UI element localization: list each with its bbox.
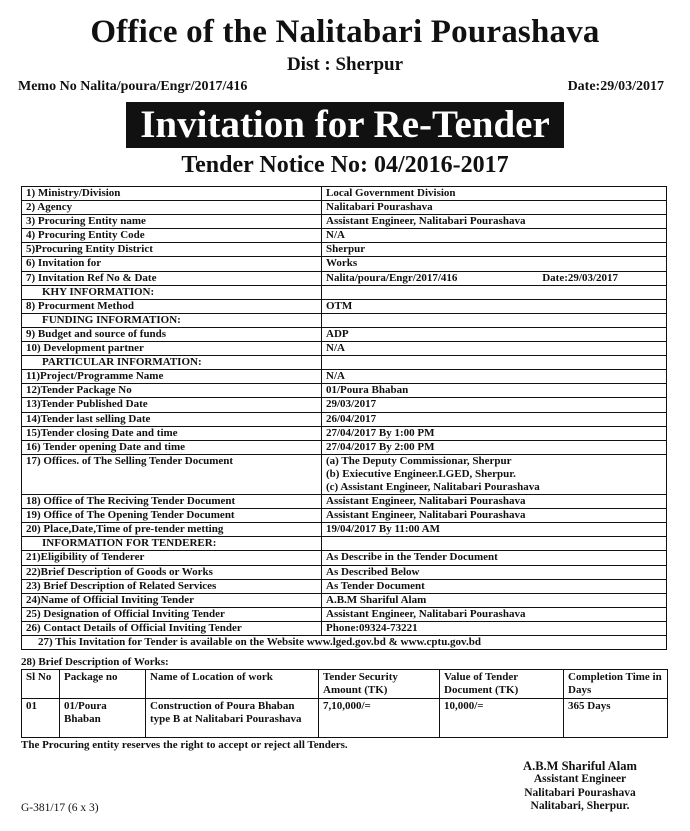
info-key: 3) Procuring Entity name xyxy=(22,215,322,229)
signature-block xyxy=(480,760,680,814)
info-row xyxy=(22,565,667,579)
info-key: 15)Tender closing Date and time xyxy=(22,426,322,440)
info-row xyxy=(22,215,667,229)
info-value: Assistant Engineer, Nalitabari Pourashava xyxy=(322,509,667,523)
info-row xyxy=(22,426,667,440)
info-key: 4) Procuring Entity Code xyxy=(22,229,322,243)
info-row xyxy=(22,523,667,537)
cell-completion: 365 Days xyxy=(564,699,668,738)
info-value: N/A xyxy=(322,370,667,384)
info-row xyxy=(22,621,667,635)
cell-location: Construction of Poura Bhaban type B at Nalitabari Pourashava xyxy=(146,699,319,738)
website-info: 27) This Invitation for Tender is available on the Website www.lged.gov.bd & www.cptu.gov.bd xyxy=(22,636,667,650)
website-row xyxy=(22,636,667,650)
info-value: 19/04/2017 By 11:00 AM xyxy=(322,523,667,537)
info-row xyxy=(22,243,667,257)
info-value: N/A xyxy=(322,342,667,356)
info-value xyxy=(322,271,667,285)
works-header-row xyxy=(22,670,668,699)
col-header-package: Package no xyxy=(60,670,146,699)
info-value: As Tender Document xyxy=(322,579,667,593)
info-key: 10) Development partner xyxy=(22,342,322,356)
info-key: 1) Ministry/Division xyxy=(22,187,322,201)
selling-office-a: (a) The Deputy Commissionar, Sherpur xyxy=(326,454,512,467)
info-value: 26/04/2017 xyxy=(322,412,667,426)
info-key: 13)Tender Published Date xyxy=(22,398,322,412)
info-key: 18) Office of The Reciving Tender Document xyxy=(22,495,322,509)
info-key: 24)Name of Official Inviting Tender xyxy=(22,593,322,607)
signatory-designation: Assistant Engineer xyxy=(533,773,627,786)
info-row xyxy=(22,257,667,271)
section-row xyxy=(22,537,667,551)
tender-info-table xyxy=(21,186,667,650)
info-row xyxy=(22,229,667,243)
info-value: As Describe in the Tender Document xyxy=(322,551,667,565)
info-row xyxy=(22,187,667,201)
info-value: 01/Poura Bhaban xyxy=(322,384,667,398)
info-key: 7) Invitation Ref No & Date xyxy=(22,271,322,285)
selling-office-c: (c) Assistant Engineer, Nalitabari Pourashava xyxy=(326,480,540,493)
info-row xyxy=(22,551,667,565)
info-row xyxy=(22,271,667,285)
signatory-place: Nalitabari, Sherpur. xyxy=(530,800,630,813)
cell-sl: 01 xyxy=(22,699,60,738)
memo-number: Memo No Nalita/poura/Engr/2017/416 xyxy=(18,79,248,94)
info-value: 29/03/2017 xyxy=(322,398,667,412)
info-row xyxy=(22,327,667,341)
info-value: 27/04/2017 By 2:00 PM xyxy=(322,440,667,454)
info-key: 14)Tender last selling Date xyxy=(22,412,322,426)
memo-date: Date:29/03/2017 xyxy=(567,79,664,94)
ad-code: G-381/17 (6 x 3) xyxy=(21,802,99,814)
info-value: Sherpur xyxy=(322,243,667,257)
info-key: 25) Designation of Official Inviting Tender xyxy=(22,607,322,621)
info-row xyxy=(22,342,667,356)
table-row xyxy=(22,699,668,738)
info-value: As Described Below xyxy=(322,565,667,579)
info-row xyxy=(22,607,667,621)
info-key: 17) Offices. of The Selling Tender Document xyxy=(22,454,322,494)
office-title: Office of the Nalitabari Pourashava xyxy=(90,14,600,50)
info-value: Assistant Engineer, Nalitabari Pourashava xyxy=(322,607,667,621)
cell-package: 01/Poura Bhaban xyxy=(60,699,146,738)
info-key: 21)Eligibility of Tenderer xyxy=(22,551,322,565)
section-heading: PARTICULAR INFORMATION: xyxy=(22,356,322,370)
ref-number: Nalita/poura/Engr/2017/416 xyxy=(326,271,458,284)
info-row xyxy=(22,201,667,215)
info-value: Assistant Engineer, Nalitabari Pourashava xyxy=(322,495,667,509)
district-line: Dist : Sherpur xyxy=(286,54,404,75)
info-key: 9) Budget and source of funds xyxy=(22,327,322,341)
info-value: 27/04/2017 By 1:00 PM xyxy=(322,426,667,440)
info-key: 6) Invitation for xyxy=(22,257,322,271)
selling-office-b: (b) Exiecutive Engineer.LGED, Sherpur. xyxy=(326,467,516,480)
info-key: 12)Tender Package No xyxy=(22,384,322,398)
info-row xyxy=(22,384,667,398)
section-heading: KHY INFORMATION: xyxy=(22,285,322,299)
info-row xyxy=(22,579,667,593)
info-row xyxy=(22,454,667,494)
section-heading: FUNDING INFORMATION: xyxy=(22,313,322,327)
info-value: N/A xyxy=(322,229,667,243)
ref-date: Date:29/03/2017 xyxy=(542,271,618,284)
info-row xyxy=(22,398,667,412)
info-value: ADP xyxy=(322,327,667,341)
info-value: OTM xyxy=(322,299,667,313)
info-key: 2) Agency xyxy=(22,201,322,215)
info-key: 8) Procurment Method xyxy=(22,299,322,313)
cell-security: 7,10,000/= xyxy=(319,699,440,738)
section-row xyxy=(22,356,667,370)
invitation-banner xyxy=(0,102,690,148)
signatory-name: A.B.M Shariful Alam xyxy=(523,759,637,773)
disclaimer: The Procuring entity reserves the right to accept or reject all Tenders. xyxy=(21,739,348,751)
col-header-completion: Completion Time in Days xyxy=(564,670,668,699)
col-header-location: Name of Location of work xyxy=(146,670,319,699)
info-key: 20) Place,Date,Time of pre-tender metting xyxy=(22,523,322,537)
info-value xyxy=(322,454,667,494)
info-row xyxy=(22,412,667,426)
col-header-sl: Sl No xyxy=(22,670,60,699)
info-key: 23) Brief Description of Related Services xyxy=(22,579,322,593)
col-header-value: Value of Tender Document (TK) xyxy=(440,670,564,699)
works-table xyxy=(21,669,668,738)
info-row xyxy=(22,440,667,454)
tender-notice-number: Tender Notice No: 04/2016-2017 xyxy=(181,152,509,178)
info-row xyxy=(22,299,667,313)
section-row xyxy=(22,285,667,299)
info-key: 22)Brief Description of Goods or Works xyxy=(22,565,322,579)
section-heading: INFORMATION FOR TENDERER: xyxy=(22,537,322,551)
info-value: A.B.M Shariful Alam xyxy=(322,593,667,607)
info-key: 16) Tender opening Date and time xyxy=(22,440,322,454)
info-key: 26) Contact Details of Official Inviting Tender xyxy=(22,621,322,635)
invitation-title: Invitation for Re-Tender xyxy=(126,102,564,148)
info-value: Nalitabari Pourashava xyxy=(322,201,667,215)
col-header-security: Tender Security Amount (TK) xyxy=(319,670,440,699)
info-row xyxy=(22,593,667,607)
signatory-office: Nalitabari Pourashava xyxy=(524,786,636,799)
info-row xyxy=(22,495,667,509)
info-row xyxy=(22,509,667,523)
info-key: 19) Office of The Opening Tender Document xyxy=(22,509,322,523)
cell-value: 10,000/= xyxy=(440,699,564,738)
info-row xyxy=(22,370,667,384)
section-row xyxy=(22,313,667,327)
info-value: Local Government Division xyxy=(322,187,667,201)
info-value: Phone:09324-73221 xyxy=(322,621,667,635)
works-section-label: 28) Brief Description of Works: xyxy=(21,656,169,668)
info-key: 5)Procuring Entity District xyxy=(22,243,322,257)
info-key: 11)Project/Programme Name xyxy=(22,370,322,384)
info-value: Works xyxy=(322,257,667,271)
info-value: Assistant Engineer, Nalitabari Pourashava xyxy=(322,215,667,229)
